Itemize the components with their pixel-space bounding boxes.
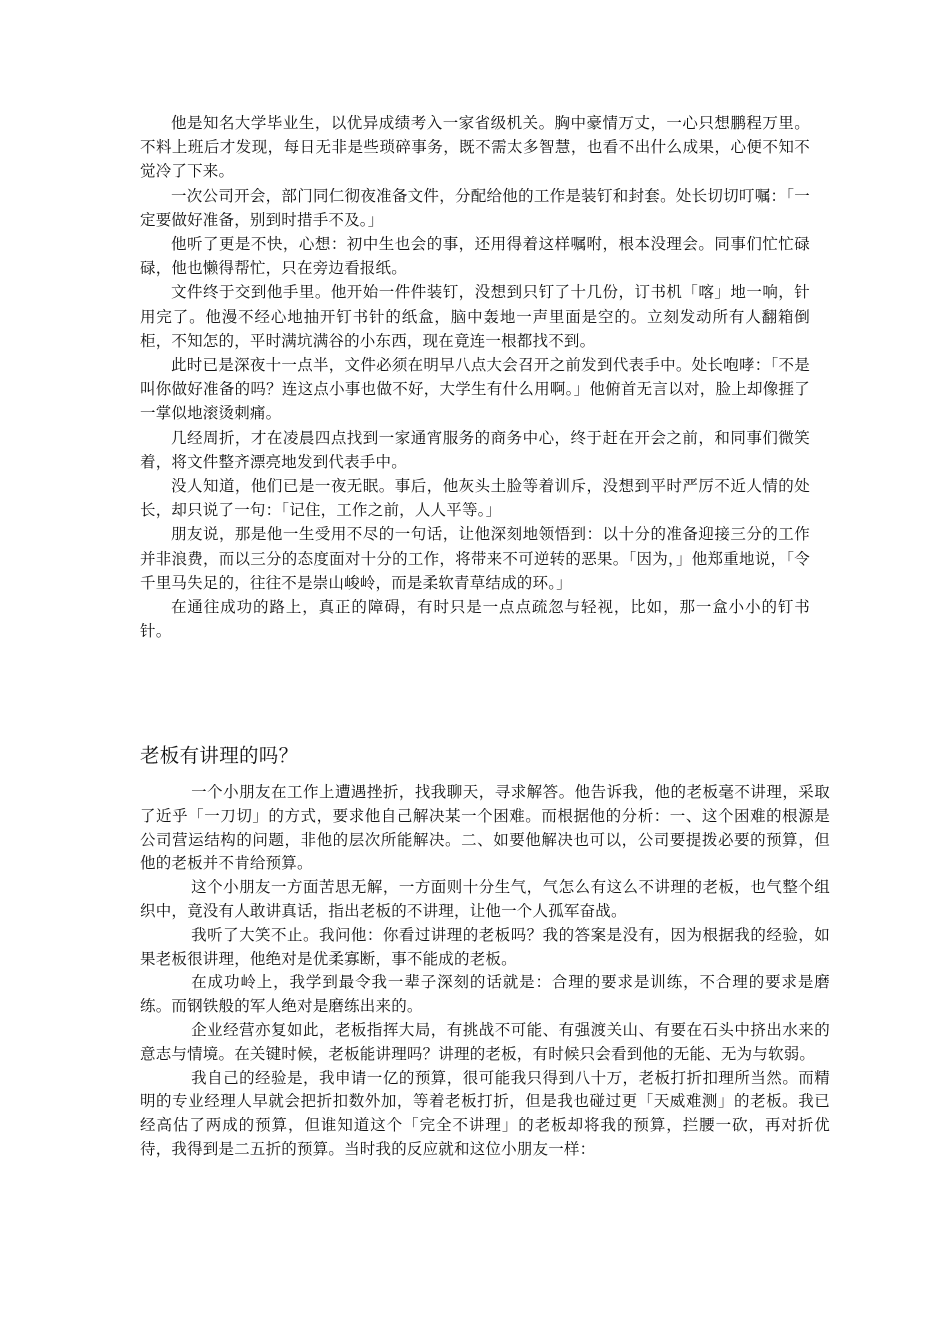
story-paragraph: 他听了更是不快，心想：初中生也会的事，还用得着这样嘱咐，根本没理会。同事们忙忙碌碌，他也懒得帮忙，只在旁边看报纸。: [140, 235, 810, 278]
essay-title: 老板有讲理的吗？: [140, 744, 299, 767]
story-paragraph: 一次公司开会，部门同仁彻夜准备文件，分配给他的工作是装钉和封套。处长切切叮嘱：「一定要做好准备，别到时措手不及。」: [140, 186, 810, 229]
essay-paragraph: 我听了大笑不止。我问他：你看过讲理的老板吗？我的答案是没有，因为根据我的经验，如果老板很讲理，他绝对是优柔寡断，事不能成的老板。: [140, 925, 830, 968]
story-paragraph: 几经周折，才在凌晨四点找到一家通宵服务的商务中心，终于赶在开会之前，和同事们微笑着，将文件整齐漂亮地发到代表手中。: [140, 428, 810, 471]
essay-paragraph: 企业经营亦复如此，老板指挥大局，有挑战不可能、有强渡关山、有要在石头中挤出水来的意志与情境。在关键时候，老板能讲理吗？讲理的老板，有时候只会看到他的无能、无为与软弱。: [140, 1020, 830, 1063]
essay-paragraph: 这个小朋友一方面苦思无解，一方面则十分生气，气怎么有这么不讲理的老板，也气整个组织中，竟没有人敢讲真话，指出老板的不讲理，让他一个人孤军奋战。: [140, 878, 830, 920]
story-paragraph: 文件终于交到他手里。他开始一件件装钉，没想到只钉了十几份，订书机「喀」地一响，针用完了。他漫不经心地抽开钉书针的纸盒，脑中轰地一声里面是空的。立刻发动所有人翻箱倒柜，不知怎的，平时满坑满谷的小东西，现在竟连一根都找不到。: [140, 283, 810, 350]
story-paragraph: 朋友说，那是他一生受用不尽的一句话，让他深刻地领悟到：以十分的准备迎接三分的工作并非浪费，而以三分的态度面对十分的工作，将带来不可逆转的恶果。「因为，」他郑重地说，「令千里马失足的，往往不是崇山峻岭，而是柔软青草结成的环。」: [140, 525, 810, 592]
story-paragraph: 在通往成功的路上，真正的障碍，有时只是一点点疏忽与轻视，比如，那一盒小小的钉书针。: [140, 598, 810, 641]
essay-section: [140, 742, 830, 1162]
story-paragraph: 此时已是深夜十一点半，文件必须在明早八点大会召开之前发到代表手中。处长咆哮：「不是叫你做好准备的吗？连这点小事也做不好，大学生有什么用啊。」他俯首无言以对，脸上却像捱了一掌似地滚烫刺痛。: [140, 356, 810, 423]
essay-paragraph: 一个小朋友在工作上遭遇挫折，找我聊天，寻求解答。他告诉我，他的老板毫不讲理，采取了近乎「一刀切」的方式，要求他自己解决某一个困难。而根据他的分析：一、这个困难的根源是公司营运结构的问题，非他的层次所能解决。二、如要他解决也可以，公司要提拨必要的预算，但他的老板并不肯给预算。: [140, 783, 830, 873]
essay-paragraph: 在成功岭上，我学到最令我一辈子深刻的话就是：合理的要求是训练，不合理的要求是磨练。而钢铁般的军人绝对是磨练出来的。: [140, 973, 830, 1016]
story-section: [140, 111, 810, 643]
essay-paragraph: 我自己的经验是，我申请一亿的预算，很可能我只得到八十万，老板打折扣理所当然。而精明的专业经理人早就会把折扣数外加，等着老板打折，但是我也碰过更「天威难测」的老板。我已经高估了两成的预算，但谁知道这个「完全不讲理」的老板却将我的预算，拦腰一砍，再对折优待，我得到是二五折的预算。当时我的反应就和这位小朋友一样：: [140, 1068, 830, 1158]
story-paragraph: 没人知道，他们已是一夜无眠。事后，他灰头土脸等着训斥，没想到平时严厉不近人情的处长，却只说了一句：「记住，工作之前，人人平等。」: [140, 477, 810, 520]
story-paragraph: 他是知名大学毕业生，以优异成绩考入一家省级机关。胸中豪情万丈，一心只想鹏程万里。不料上班后才发现，每日无非是些琐碎事务，既不需太多智慧，也看不出什么成果，心便不知不觉冷了下来。: [140, 114, 810, 181]
